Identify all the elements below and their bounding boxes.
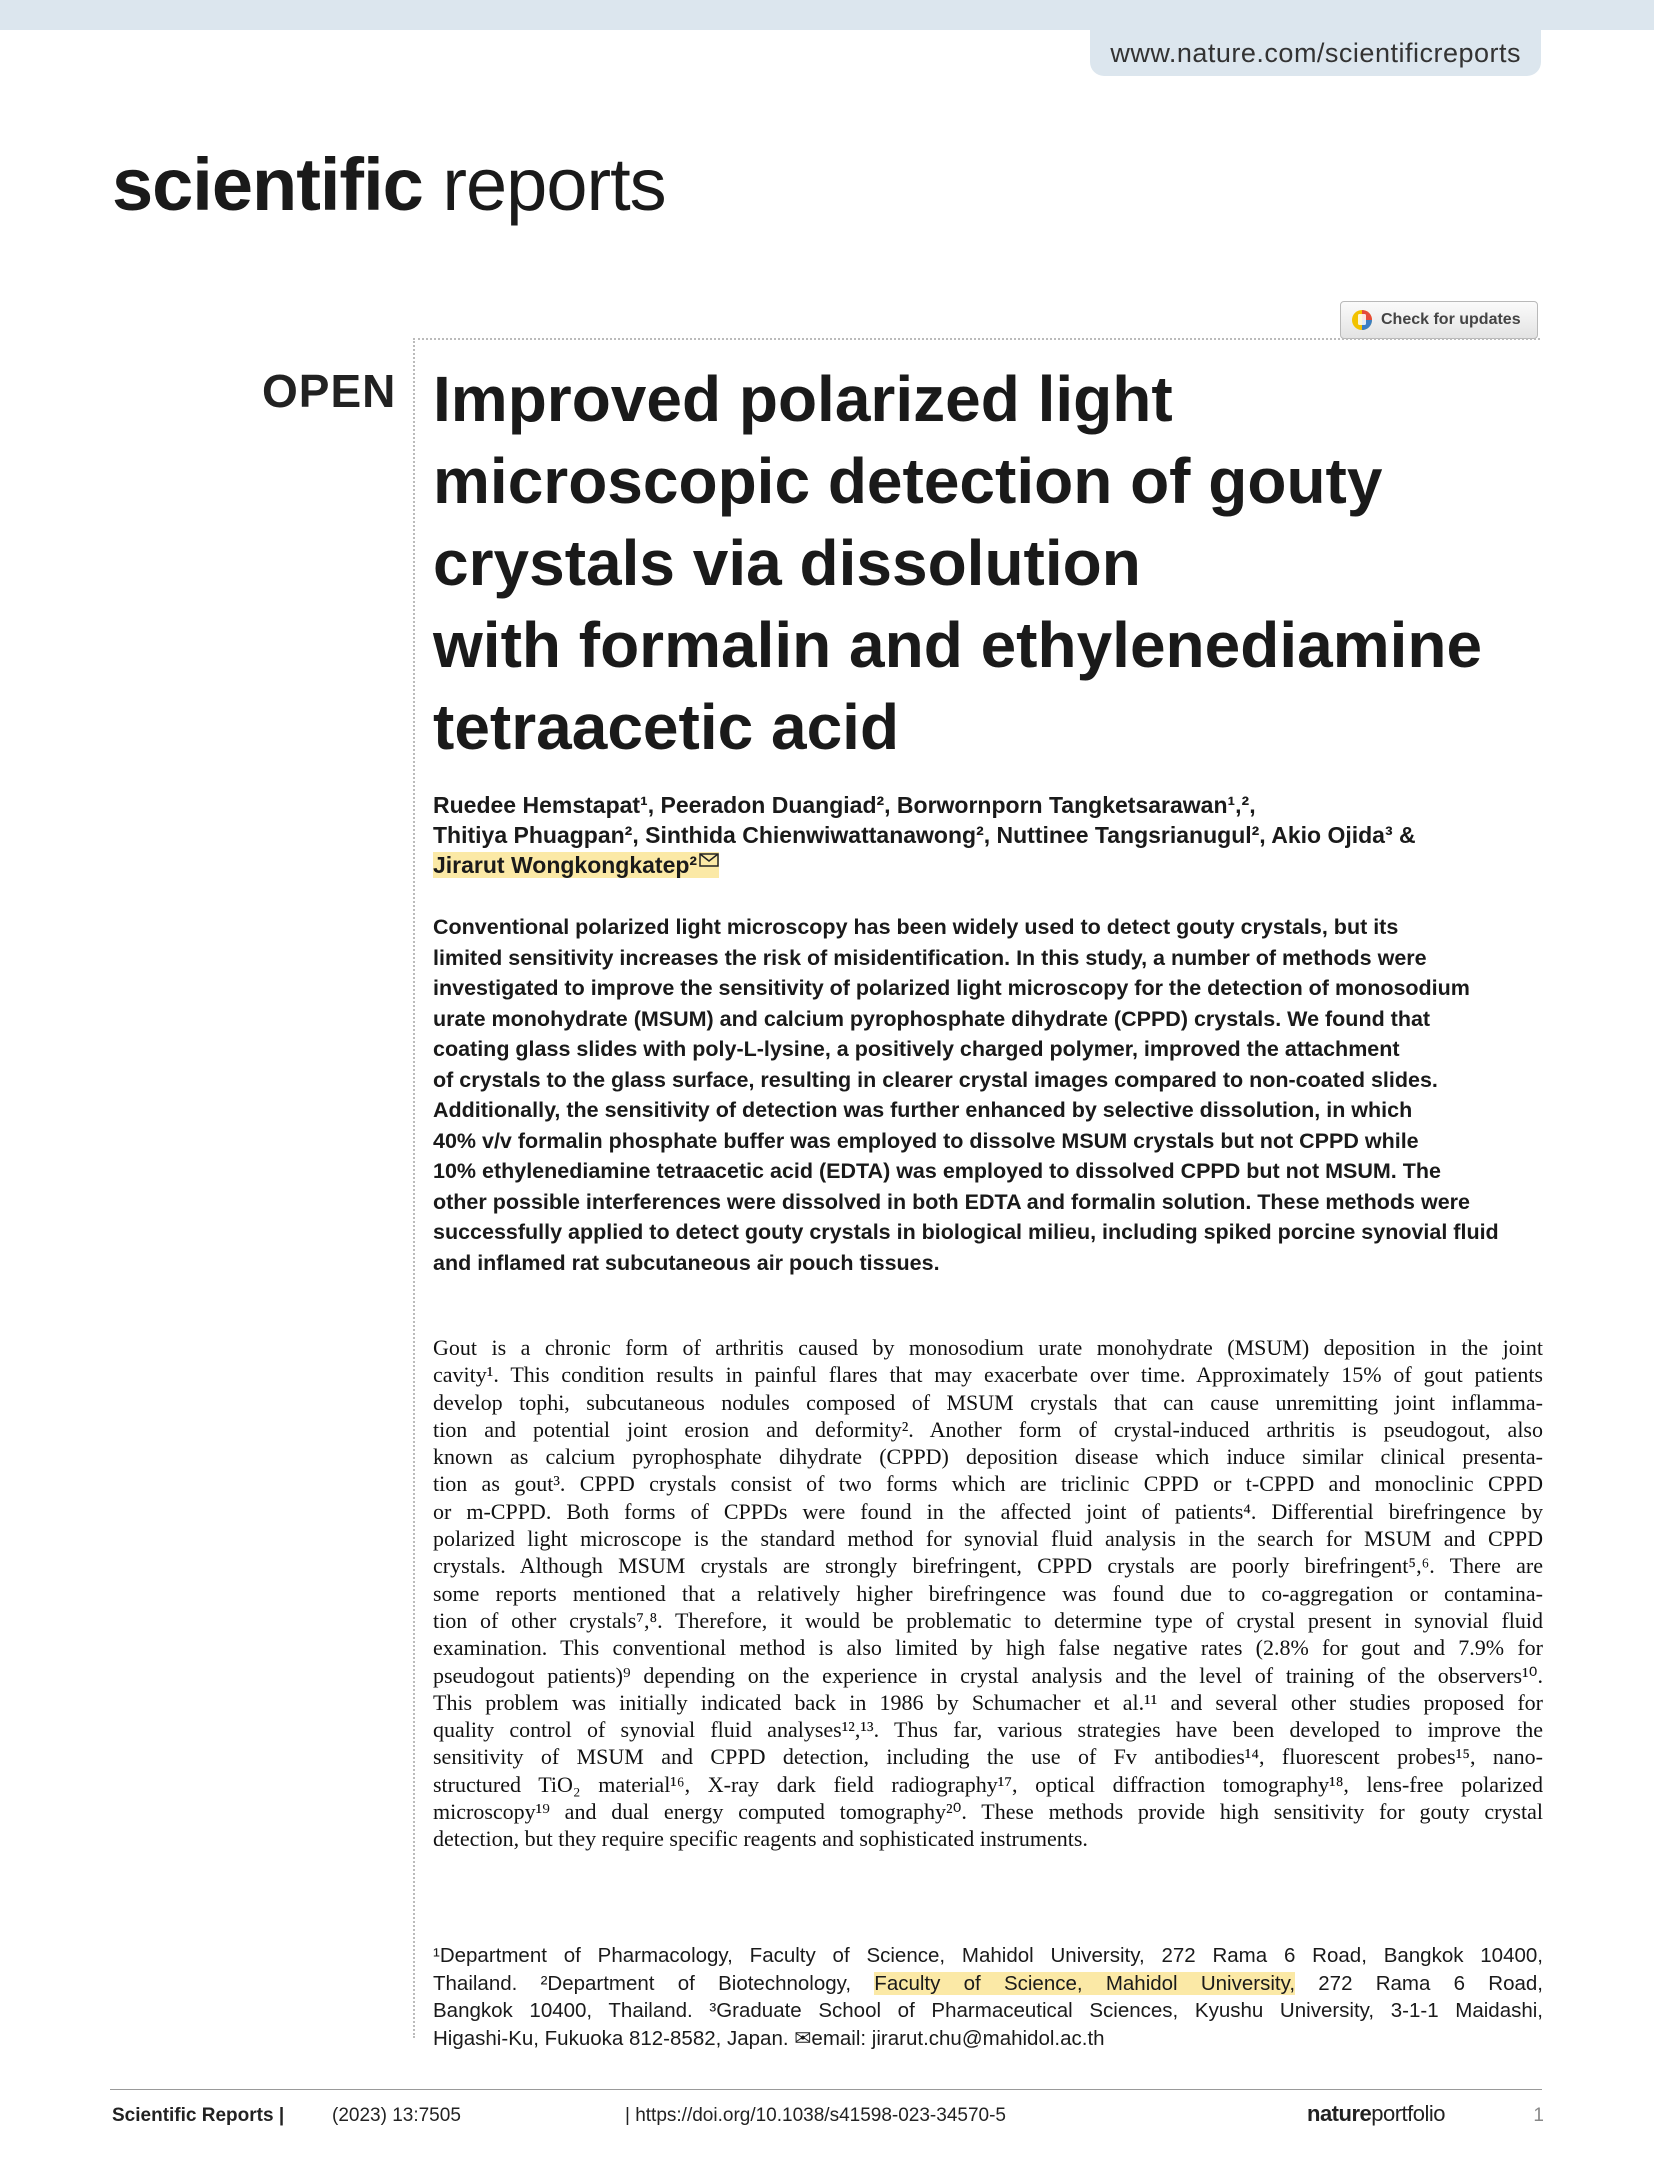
footer-doi-link[interactable]: | https://doi.org/10.1038/s41598-023-34570-5	[625, 2105, 1006, 2126]
page-footer	[112, 2101, 1544, 2133]
body-line: develop tophi, subcutaneous nodules composed of MSUM crystals that can cause unremitting joint inflamma-	[433, 1389, 1543, 1415]
publisher-light: portfolio	[1371, 2101, 1446, 2126]
title-line: with formalin and ethylenediamine	[433, 609, 1483, 681]
body-line: tion of other crystals⁷,⁸. Therefore, it would be problematic to determine type of crystal present in synovial fluid	[433, 1607, 1543, 1633]
body-line: structured TiO₂ material¹⁶, X-ray dark field radiography¹⁷, optical diffraction tomography¹⁸, lens-free polarized	[433, 1771, 1543, 1797]
body-line: quality control of synovial fluid analyses¹²,¹³. Thus far, various strategies have been developed to improve the	[433, 1717, 1543, 1743]
margin-rule	[413, 338, 415, 2038]
affiliation-email-line[interactable]: Higashi-Ku, Fukuoka 812-8582, Japan. ✉email: jirarut.chu@mahidol.ac.th	[433, 2026, 1105, 2050]
affiliation-line: ¹Department of Pharmacology, Faculty of Science, Mahidol University, 272 Rama 6 Road, Bangkok 10400,	[433, 1944, 1543, 1967]
logo-light: reports	[442, 143, 666, 226]
body-line: tion as gout³. CPPD crystals consist of two forms which are triclinic CPPD or t-CPPD and monoclinic CPPD	[433, 1471, 1543, 1497]
corresponding-author[interactable]	[433, 852, 719, 878]
open-access-label: OPEN	[262, 365, 397, 417]
abstract-line: 10% ethylenediamine tetraacetic acid (EDTA) was employed to dissolved CPPD but not MSUM. The	[433, 1159, 1441, 1183]
abstract-line: other possible interferences were dissolved in both EDTA and formalin solution. These methods were	[433, 1189, 1470, 1214]
body-line: known as calcium pyrophosphate dihydrate (CPPD) deposition disease which induce similar clinical presenta-	[433, 1444, 1543, 1470]
article-title	[433, 358, 1543, 768]
body-line: examination. This conventional method is also limited by high false negative rates (2.8% for gout and 7.9% for	[433, 1635, 1543, 1661]
abstract-line: coating glass slides with poly-L-lysine, a positively charged polymer, improved the attachment	[433, 1037, 1400, 1061]
logo-bold: scientific	[112, 143, 423, 226]
footer-journal-name: Scientific Reports |	[112, 2105, 285, 2126]
crossmark-icon	[1351, 309, 1373, 331]
body-line: some reports mentioned that a relatively higher birefringence was found due to co-aggregation or contamina-	[433, 1580, 1543, 1606]
body-line: pseudogout patients)⁹ depending on the experience in crystal analysis and the level of training of the observers¹⁰.	[433, 1662, 1543, 1688]
body-line: microscopy¹⁹ and dual energy computed tomography²⁰. These methods provide high sensitivity for gouty crystal	[433, 1799, 1543, 1825]
title-line: microscopic detection of gouty	[433, 445, 1383, 517]
body-line: tion and potential joint erosion and deformity². Another form of crystal-induced arthritis is pseudogout, also	[433, 1416, 1543, 1442]
body-line: cavity¹. This condition results in painful flares that may exacerbate over time. Approximately 15% of gout patients	[433, 1362, 1543, 1388]
body-line: polarized light microscope is the standard method for synovial fluid analysis in the search for MSUM and CPPD	[433, 1526, 1543, 1552]
page-number: 1	[1533, 2105, 1544, 2126]
abstract-line: of crystals to the glass surface, resulting in clearer crystal images compared to non-coated slides.	[433, 1067, 1438, 1092]
title-top-rule	[413, 338, 1540, 340]
check-for-updates-button[interactable]	[1340, 301, 1538, 339]
abstract-line: successfully applied to detect gouty crystals in biological milieu, including spiked porcine synovial fluid	[433, 1220, 1499, 1244]
journal-logo[interactable]	[112, 140, 666, 230]
author-line	[433, 850, 1543, 880]
author-line: Ruedee Hemstapat¹, Peeradon Duangiad², Borwornporn Tangketsarawan¹,²,	[433, 792, 1256, 818]
title-line: crystals via dissolution	[433, 527, 1141, 599]
check-for-updates-label: Check for updates	[1381, 311, 1521, 328]
author-list	[433, 790, 1543, 880]
title-line: tetraacetic acid	[433, 691, 900, 763]
publisher-bold: nature	[1307, 2101, 1372, 2126]
abstract-line: 40% v/v formalin phosphate buffer was employed to dissolve MSUM crystals but not CPPD while	[433, 1128, 1419, 1153]
abstract-line: investigated to improve the sensitivity of polarized light microscopy for the detection of monosodium	[433, 976, 1470, 1000]
abstract-line: Conventional polarized light microscopy has been widely used to detect gouty crystals, but its	[433, 915, 1399, 939]
footer-year-volume: (2023) 13:7505	[332, 2105, 461, 2126]
abstract-line: urate monohydrate (MSUM) and calcium pyrophosphate dihydrate (CPPD) crystals. We found that	[433, 1006, 1431, 1031]
header-band	[0, 0, 1654, 30]
affiliation-line	[433, 1970, 1543, 1998]
body-line: Gout is a chronic form of arthritis caused by monosodium urate monohydrate (MSUM) deposition in the joint	[433, 1335, 1543, 1360]
body-line: sensitivity of MSUM and CPPD detection, including the use of Fv antibodies¹⁴, fluorescent probes¹⁵, nano-	[433, 1744, 1543, 1770]
envelope-icon[interactable]	[699, 853, 719, 867]
abstract-line: Additionally, the sensitivity of detection was further enhanced by selective dissolution, in which	[433, 1098, 1413, 1122]
affiliation-line: Bangkok 10400, Thailand. ³Graduate School of Pharmaceutical Sciences, Kyushu University, 3-1-1 Maidashi,	[433, 1999, 1543, 2022]
publisher-logo	[1307, 2101, 1445, 2127]
highlighted-affiliation: Faculty of Science, Mahidol University,	[874, 1971, 1296, 1995]
corresponding-author-name: Jirarut Wongkongkatep²	[433, 852, 698, 878]
abstract	[433, 912, 1543, 1278]
affiliations	[433, 1942, 1543, 2052]
abstract-line: limited sensitivity increases the risk of misidentification. In this study, a number of methods were	[433, 945, 1427, 970]
body-line: This problem was initially indicated back in 1986 by Schumacher et al.¹¹ and several other studies proposed for	[433, 1689, 1543, 1715]
abstract-line: and inflamed rat subcutaneous air pouch tissues.	[433, 1250, 940, 1275]
footer-rule	[110, 2089, 1542, 2090]
journal-url-link[interactable]: www.nature.com/scientificreports	[1090, 30, 1541, 76]
affiliation-text: Thailand. ²Department of Biotechnology,	[433, 1971, 875, 1995]
body-line: crystals. Although MSUM crystals are strongly birefringent, CPPD crystals are poorly birefringent⁵,⁶. There are	[433, 1553, 1543, 1579]
body-line: detection, but they require specific reagents and sophisticated instruments.	[433, 1826, 1088, 1852]
affiliation-text: 272 Rama 6 Road,	[1295, 1971, 1543, 1995]
title-line: Improved polarized light	[433, 363, 1173, 435]
body-line: or m-CPPD. Both forms of CPPDs were found in the affected joint of patients⁴. Differential birefringence by	[433, 1498, 1543, 1524]
body-paragraph	[433, 1334, 1543, 1853]
author-line: Thitiya Phuagpan², Sinthida Chienwiwattanawong², Nuttinee Tangsrianugul², Akio Ojida³ &	[433, 822, 1416, 848]
